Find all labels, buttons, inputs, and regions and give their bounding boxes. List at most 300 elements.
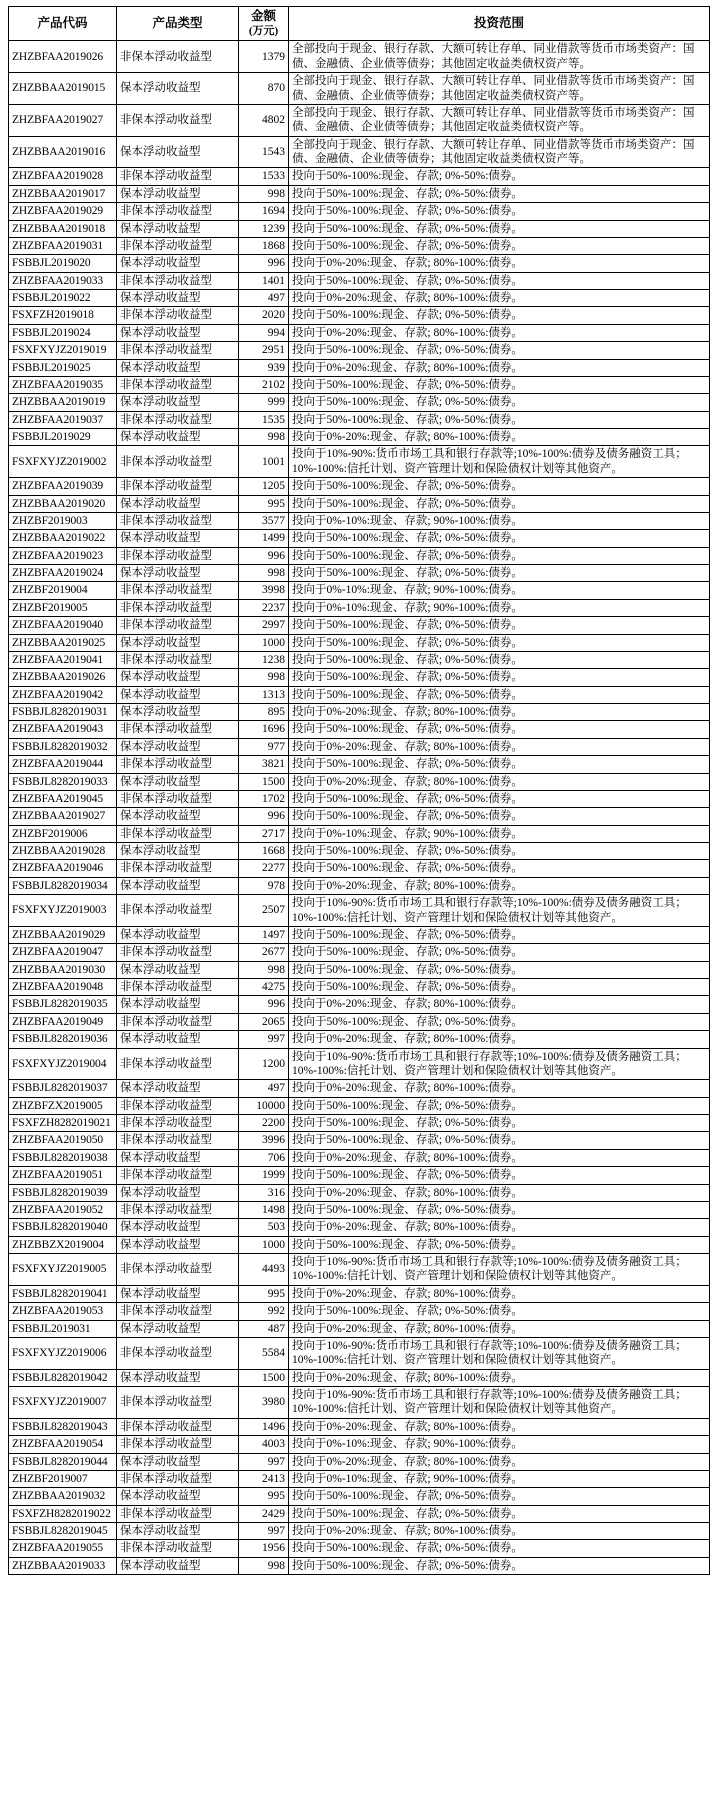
cell-investment-scope: 投向于0%-10%:现金、存款; 90%-100%:债券。 [289,825,710,842]
cell-investment-scope: 投向于50%-100%:现金、存款; 0%-50%:债券。 [289,495,710,512]
cell-product-code: ZHZBBZX2019004 [9,1236,117,1253]
cell-investment-scope: 投向于0%-20%:现金、存款; 80%-100%:债券。 [289,429,710,446]
cell-investment-scope: 投向于0%-20%:现金、存款; 80%-100%:债券。 [289,359,710,376]
cell-product-code: FSBBJL8282019031 [9,704,117,721]
cell-product-code: ZHZBFAA2019035 [9,376,117,393]
cell-amount: 497 [239,1080,289,1097]
table-row [9,272,710,289]
table-row [9,790,710,807]
cell-product-code: ZHZBFAA2019026 [9,41,117,73]
table-row [9,1557,710,1574]
cell-amount: 1535 [239,411,289,428]
cell-product-code: ZHZBF2019004 [9,582,117,599]
cell-product-type: 非保本浮动收益型 [117,1303,239,1320]
cell-amount: 996 [239,547,289,564]
table-row [9,704,710,721]
cell-product-code: ZHZBBAA2019026 [9,669,117,686]
cell-amount: 2951 [239,342,289,359]
cell-product-code: ZHZBBAA2019016 [9,136,117,168]
cell-investment-scope: 投向于0%-20%:现金、存款; 80%-100%:债券。 [289,1285,710,1302]
cell-product-code: FSBBJL8282019040 [9,1219,117,1236]
cell-investment-scope: 投向于50%-100%:现金、存款; 0%-50%:债券。 [289,307,710,324]
cell-product-type: 非保本浮动收益型 [117,203,239,220]
table-row [9,877,710,894]
cell-investment-scope: 投向于0%-20%:现金、存款; 80%-100%:债券。 [289,773,710,790]
cell-product-type: 保本浮动收益型 [117,773,239,790]
cell-product-type: 非保本浮动收益型 [117,1013,239,1030]
table-row [9,237,710,254]
cell-product-code: ZHZBBAA2019017 [9,185,117,202]
cell-product-type: 保本浮动收益型 [117,255,239,272]
cell-amount: 316 [239,1184,289,1201]
column-header-amount-unit: (万元) [248,24,279,37]
cell-amount: 997 [239,1523,289,1540]
cell-amount: 1533 [239,168,289,185]
table-row [9,411,710,428]
cell-product-type: 非保本浮动收益型 [117,944,239,961]
cell-product-type: 保本浮动收益型 [117,394,239,411]
table-row [9,478,710,495]
table-row [9,342,710,359]
cell-amount: 997 [239,1031,289,1048]
table-row [9,495,710,512]
cell-product-code: ZHZBFAA2019046 [9,860,117,877]
table-row [9,617,710,634]
cell-amount: 503 [239,1219,289,1236]
table-row [9,1369,710,1386]
cell-amount: 1000 [239,634,289,651]
cell-product-code: FSXFXYJZ2019019 [9,342,117,359]
cell-amount: 996 [239,255,289,272]
cell-amount: 4493 [239,1254,289,1286]
table-row [9,1132,710,1149]
cell-product-type: 保本浮动收益型 [117,1236,239,1253]
table-row [9,669,710,686]
cell-amount: 1238 [239,651,289,668]
cell-investment-scope: 投向于10%-90%:货币市场工具和银行存款等;10%-100%:债券及债务融资工具；10%-100%:信托计划、资产管理计划和保险债权计划等其他资产。 [289,1254,710,1286]
table-row [9,1097,710,1114]
table-row [9,721,710,738]
cell-product-code: FSBBJL2019029 [9,429,117,446]
table-row [9,530,710,547]
cell-investment-scope: 投向于50%-100%:现金、存款; 0%-50%:债券。 [289,1201,710,1218]
cell-product-type: 非保本浮动收益型 [117,104,239,136]
table-row [9,376,710,393]
cell-product-code: FSXFXYJZ2019004 [9,1048,117,1080]
cell-product-code: ZHZBF2019007 [9,1470,117,1487]
cell-product-code: ZHZBBAA2019020 [9,495,117,512]
table-row [9,634,710,651]
cell-investment-scope: 投向于0%-20%:现金、存款; 80%-100%:债券。 [289,996,710,1013]
cell-amount: 3998 [239,582,289,599]
column-header-amount-label: 金额 [250,9,276,23]
cell-investment-scope: 全部投向于现金、银行存款、大额可转让存单、同业借款等货币市场类资产：国债、金融债、企业债等债券；其他固定收益类债权资产等。 [289,41,710,73]
cell-product-code: ZHZBBAA2019018 [9,220,117,237]
cell-product-type: 保本浮动收益型 [117,1031,239,1048]
cell-product-code: ZHZBBAA2019019 [9,394,117,411]
cell-amount: 4003 [239,1436,289,1453]
cell-investment-scope: 投向于50%-100%:现金、存款; 0%-50%:债券。 [289,220,710,237]
cell-product-code: ZHZBBAA2019022 [9,530,117,547]
cell-amount: 1868 [239,237,289,254]
cell-product-type: 非保本浮动收益型 [117,895,239,927]
cell-product-type: 保本浮动收益型 [117,1219,239,1236]
cell-investment-scope: 投向于10%-90%:货币市场工具和银行存款等;10%-100%:债券及债务融资工具；10%-100%:信托计划、资产管理计划和保险债权计划等其他资产。 [289,446,710,478]
cell-investment-scope: 投向于50%-100%:现金、存款; 0%-50%:债券。 [289,756,710,773]
cell-product-type: 保本浮动收益型 [117,634,239,651]
cell-amount: 999 [239,394,289,411]
cell-amount: 3980 [239,1387,289,1419]
cell-product-type: 非保本浮动收益型 [117,721,239,738]
cell-amount: 998 [239,185,289,202]
product-table [8,6,710,1575]
cell-product-type: 保本浮动收益型 [117,808,239,825]
cell-product-type: 保本浮动收益型 [117,324,239,341]
table-row [9,773,710,790]
cell-product-code: ZHZBFAA2019043 [9,721,117,738]
cell-amount: 706 [239,1149,289,1166]
cell-product-type: 非保本浮动收益型 [117,342,239,359]
table-row [9,255,710,272]
cell-product-code: FSXFXYJZ2019006 [9,1337,117,1369]
cell-product-code: FSBBJL8282019041 [9,1285,117,1302]
cell-investment-scope: 投向于50%-100%:现金、存款; 0%-50%:债券。 [289,808,710,825]
cell-product-code: FSXFZH8282019022 [9,1505,117,1522]
cell-amount: 995 [239,1285,289,1302]
table-row [9,1048,710,1080]
cell-product-type: 非保本浮动收益型 [117,1436,239,1453]
cell-amount: 2997 [239,617,289,634]
cell-amount: 2277 [239,860,289,877]
cell-amount: 978 [239,877,289,894]
cell-investment-scope: 投向于0%-20%:现金、存款; 80%-100%:债券。 [289,877,710,894]
column-header-scope: 投资范围 [289,7,710,41]
cell-product-type: 保本浮动收益型 [117,1080,239,1097]
cell-product-type: 保本浮动收益型 [117,704,239,721]
cell-investment-scope: 投向于0%-20%:现金、存款; 80%-100%:债券。 [289,1184,710,1201]
cell-product-code: FSXFXYJZ2019007 [9,1387,117,1419]
cell-product-type: 保本浮动收益型 [117,1523,239,1540]
cell-product-type: 非保本浮动收益型 [117,1337,239,1369]
table-row [9,359,710,376]
cell-investment-scope: 投向于50%-100%:现金、存款; 0%-50%:债券。 [289,411,710,428]
cell-amount: 1379 [239,41,289,73]
cell-amount: 998 [239,565,289,582]
cell-product-type: 非保本浮动收益型 [117,1418,239,1435]
cell-product-code: ZHZBFAA2019050 [9,1132,117,1149]
table-row [9,1219,710,1236]
table-row [9,1523,710,1540]
cell-investment-scope: 投向于0%-20%:现金、存款; 80%-100%:债券。 [289,1453,710,1470]
cell-product-type: 非保本浮动收益型 [117,756,239,773]
cell-amount: 995 [239,495,289,512]
table-row [9,1167,710,1184]
cell-amount: 1702 [239,790,289,807]
cell-product-type: 保本浮动收益型 [117,1557,239,1574]
table-row [9,307,710,324]
cell-product-type: 非保本浮动收益型 [117,790,239,807]
cell-product-code: ZHZBFAA2019023 [9,547,117,564]
cell-product-code: ZHZBBAA2019015 [9,73,117,105]
cell-product-type: 非保本浮动收益型 [117,617,239,634]
cell-investment-scope: 投向于50%-100%:现金、存款; 0%-50%:债券。 [289,272,710,289]
cell-investment-scope: 投向于50%-100%:现金、存款; 0%-50%:债券。 [289,721,710,738]
cell-investment-scope: 投向于50%-100%:现金、存款; 0%-50%:债券。 [289,1013,710,1030]
table-row [9,996,710,1013]
cell-product-code: ZHZBBAA2019032 [9,1488,117,1505]
cell-product-code: ZHZBFAA2019033 [9,272,117,289]
cell-investment-scope: 投向于0%-10%:现金、存款; 90%-100%:债券。 [289,1470,710,1487]
cell-product-type: 非保本浮动收益型 [117,168,239,185]
cell-investment-scope: 投向于50%-100%:现金、存款; 0%-50%:债券。 [289,478,710,495]
cell-product-code: ZHZBFAA2019031 [9,237,117,254]
cell-investment-scope: 投向于0%-20%:现金、存款; 80%-100%:债券。 [289,324,710,341]
table-row [9,944,710,961]
cell-product-code: ZHZBFAA2019052 [9,1201,117,1218]
cell-product-type: 保本浮动收益型 [117,961,239,978]
cell-product-type: 非保本浮动收益型 [117,1132,239,1149]
cell-product-code: FSXFXYJZ2019005 [9,1254,117,1286]
table-row [9,686,710,703]
cell-product-code: FSBBJL8282019044 [9,1453,117,1470]
cell-product-code: ZHZBF2019006 [9,825,117,842]
table-row [9,1470,710,1487]
cell-product-code: ZHZBBAA2019030 [9,961,117,978]
cell-amount: 1000 [239,1236,289,1253]
cell-amount: 977 [239,738,289,755]
table-row [9,1488,710,1505]
cell-product-type: 保本浮动收益型 [117,738,239,755]
table-body [9,41,710,1575]
cell-amount: 2429 [239,1505,289,1522]
table-row [9,1080,710,1097]
cell-investment-scope: 投向于50%-100%:现金、存款; 0%-50%:债券。 [289,168,710,185]
cell-amount: 1498 [239,1201,289,1218]
cell-investment-scope: 投向于0%-20%:现金、存款; 80%-100%:债券。 [289,255,710,272]
cell-product-type: 保本浮动收益型 [117,565,239,582]
cell-investment-scope: 投向于0%-20%:现金、存款; 80%-100%:债券。 [289,290,710,307]
cell-investment-scope: 投向于50%-100%:现金、存款; 0%-50%:债券。 [289,1303,710,1320]
cell-investment-scope: 投向于10%-90%:货币市场工具和银行存款等;10%-100%:债券及债务融资工具；10%-100%:信托计划、资产管理计划和保险债权计划等其他资产。 [289,895,710,927]
cell-product-type: 保本浮动收益型 [117,926,239,943]
table-row [9,1387,710,1419]
cell-investment-scope: 全部投向于现金、银行存款、大额可转让存单、同业借款等货币市场类资产：国债、金融债、企业债等债券；其他固定收益类债权资产等。 [289,73,710,105]
cell-amount: 2677 [239,944,289,961]
cell-amount: 3996 [239,1132,289,1149]
cell-product-code: FSXFXYJZ2019002 [9,446,117,478]
table-row [9,565,710,582]
cell-investment-scope: 投向于50%-100%:现金、存款; 0%-50%:债券。 [289,530,710,547]
cell-product-type: 非保本浮动收益型 [117,1115,239,1132]
cell-amount: 3577 [239,512,289,529]
cell-investment-scope: 投向于0%-20%:现金、存款; 80%-100%:债券。 [289,1418,710,1435]
cell-product-type: 非保本浮动收益型 [117,1254,239,1286]
table-row [9,1418,710,1435]
cell-investment-scope: 投向于50%-100%:现金、存款; 0%-50%:债券。 [289,394,710,411]
cell-product-code: ZHZBFAA2019054 [9,1436,117,1453]
cell-product-code: FSBBJL8282019032 [9,738,117,755]
cell-product-type: 非保本浮动收益型 [117,1048,239,1080]
cell-investment-scope: 投向于50%-100%:现金、存款; 0%-50%:债券。 [289,1557,710,1574]
cell-amount: 998 [239,429,289,446]
cell-product-code: FSBBJL8282019043 [9,1418,117,1435]
cell-investment-scope: 投向于0%-20%:现金、存款; 80%-100%:债券。 [289,1369,710,1386]
cell-investment-scope: 投向于0%-20%:现金、存款; 80%-100%:债券。 [289,738,710,755]
cell-amount: 2717 [239,825,289,842]
cell-investment-scope: 投向于50%-100%:现金、存款; 0%-50%:债券。 [289,565,710,582]
table-row [9,1254,710,1286]
cell-investment-scope: 投向于0%-20%:现金、存款; 80%-100%:债券。 [289,1219,710,1236]
cell-amount: 2065 [239,1013,289,1030]
table-row [9,429,710,446]
table-row [9,860,710,877]
table-row [9,1320,710,1337]
cell-product-type: 保本浮动收益型 [117,495,239,512]
cell-product-code: FSBBJL2019020 [9,255,117,272]
cell-product-code: ZHZBFAA2019047 [9,944,117,961]
cell-product-type: 保本浮动收益型 [117,290,239,307]
cell-product-code: ZHZBF2019005 [9,599,117,616]
cell-investment-scope: 投向于50%-100%:现金、存款; 0%-50%:债券。 [289,860,710,877]
cell-product-code: ZHZBBAA2019027 [9,808,117,825]
cell-amount: 1313 [239,686,289,703]
cell-investment-scope: 投向于50%-100%:现金、存款; 0%-50%:债券。 [289,634,710,651]
cell-product-code: FSBBJL8282019038 [9,1149,117,1166]
column-header-code: 产品代码 [9,7,117,41]
cell-product-type: 保本浮动收益型 [117,136,239,168]
table-row [9,651,710,668]
cell-product-type: 非保本浮动收益型 [117,825,239,842]
cell-investment-scope: 投向于0%-10%:现金、存款; 90%-100%:债券。 [289,512,710,529]
cell-product-type: 非保本浮动收益型 [117,860,239,877]
table-row [9,1013,710,1030]
cell-product-code: FSXFZH2019018 [9,307,117,324]
table-row [9,446,710,478]
cell-amount: 998 [239,1557,289,1574]
table-row [9,1436,710,1453]
cell-amount: 497 [239,290,289,307]
cell-product-code: ZHZBFAA2019048 [9,979,117,996]
table-row [9,895,710,927]
cell-amount: 2020 [239,307,289,324]
cell-investment-scope: 投向于50%-100%:现金、存款; 0%-50%:债券。 [289,686,710,703]
cell-amount: 1499 [239,530,289,547]
cell-amount: 2102 [239,376,289,393]
table-row [9,73,710,105]
cell-product-type: 非保本浮动收益型 [117,411,239,428]
table-row [9,324,710,341]
cell-investment-scope: 投向于50%-100%:现金、存款; 0%-50%:债券。 [289,342,710,359]
cell-investment-scope: 投向于50%-100%:现金、存款; 0%-50%:债券。 [289,1167,710,1184]
cell-investment-scope: 投向于50%-100%:现金、存款; 0%-50%:债券。 [289,651,710,668]
cell-product-type: 保本浮动收益型 [117,843,239,860]
table-header [9,7,710,41]
table-row [9,41,710,73]
table-row [9,825,710,842]
cell-product-type: 非保本浮动收益型 [117,376,239,393]
table-row [9,756,710,773]
cell-product-type: 保本浮动收益型 [117,1149,239,1166]
column-header-amount [239,7,289,41]
cell-amount: 1497 [239,926,289,943]
cell-product-type: 非保本浮动收益型 [117,1097,239,1114]
cell-amount: 1001 [239,446,289,478]
cell-product-code: ZHZBBAA2019033 [9,1557,117,1574]
cell-investment-scope: 投向于0%-20%:现金、存款; 80%-100%:债券。 [289,1320,710,1337]
cell-product-code: ZHZBFAA2019037 [9,411,117,428]
cell-product-code: FSBBJL2019022 [9,290,117,307]
cell-product-type: 保本浮动收益型 [117,686,239,703]
cell-product-code: ZHZBFAA2019040 [9,617,117,634]
cell-product-type: 保本浮动收益型 [117,996,239,1013]
table-row [9,1303,710,1320]
table-row [9,290,710,307]
cell-investment-scope: 投向于50%-100%:现金、存款; 0%-50%:债券。 [289,944,710,961]
cell-amount: 2200 [239,1115,289,1132]
cell-product-type: 保本浮动收益型 [117,1320,239,1337]
cell-investment-scope: 投向于50%-100%:现金、存款; 0%-50%:债券。 [289,979,710,996]
cell-amount: 1956 [239,1540,289,1557]
table-row [9,582,710,599]
table-row [9,1540,710,1557]
cell-product-type: 保本浮动收益型 [117,1488,239,1505]
cell-amount: 995 [239,1488,289,1505]
cell-amount: 5584 [239,1337,289,1369]
cell-product-type: 非保本浮动收益型 [117,1167,239,1184]
cell-amount: 998 [239,669,289,686]
cell-product-type: 非保本浮动收益型 [117,1201,239,1218]
cell-product-code: ZHZBFZX2019005 [9,1097,117,1114]
header-row [9,7,710,41]
cell-investment-scope: 投向于0%-20%:现金、存款; 80%-100%:债券。 [289,1149,710,1166]
cell-product-code: ZHZBF2019003 [9,512,117,529]
table-row [9,104,710,136]
cell-investment-scope: 投向于50%-100%:现金、存款; 0%-50%:债券。 [289,926,710,943]
cell-product-type: 保本浮动收益型 [117,73,239,105]
cell-amount: 4275 [239,979,289,996]
cell-product-type: 非保本浮动收益型 [117,237,239,254]
cell-product-code: FSBBJL8282019037 [9,1080,117,1097]
table-row [9,394,710,411]
cell-product-type: 保本浮动收益型 [117,669,239,686]
cell-investment-scope: 投向于50%-100%:现金、存款; 0%-50%:债券。 [289,790,710,807]
cell-product-type: 保本浮动收益型 [117,220,239,237]
cell-product-type: 非保本浮动收益型 [117,272,239,289]
cell-amount: 2237 [239,599,289,616]
cell-product-code: FSBBJL8282019039 [9,1184,117,1201]
table-row [9,136,710,168]
cell-product-type: 非保本浮动收益型 [117,1470,239,1487]
cell-amount: 939 [239,359,289,376]
table-row [9,547,710,564]
cell-investment-scope: 投向于50%-100%:现金、存款; 0%-50%:债券。 [289,669,710,686]
table-row [9,1453,710,1470]
cell-product-type: 非保本浮动收益型 [117,446,239,478]
cell-amount: 997 [239,1453,289,1470]
table-row [9,926,710,943]
cell-amount: 895 [239,704,289,721]
cell-amount: 870 [239,73,289,105]
cell-investment-scope: 投向于50%-100%:现金、存款; 0%-50%:债券。 [289,843,710,860]
cell-product-type: 保本浮动收益型 [117,530,239,547]
cell-amount: 1543 [239,136,289,168]
cell-investment-scope: 投向于0%-20%:现金、存款; 80%-100%:债券。 [289,704,710,721]
cell-amount: 996 [239,996,289,1013]
cell-product-code: ZHZBBAA2019029 [9,926,117,943]
cell-investment-scope: 投向于50%-100%:现金、存款; 0%-50%:债券。 [289,376,710,393]
cell-product-type: 保本浮动收益型 [117,429,239,446]
cell-investment-scope: 投向于10%-90%:货币市场工具和银行存款等;10%-100%:债券及债务融资工具；10%-100%:信托计划、资产管理计划和保险债权计划等其他资产。 [289,1048,710,1080]
